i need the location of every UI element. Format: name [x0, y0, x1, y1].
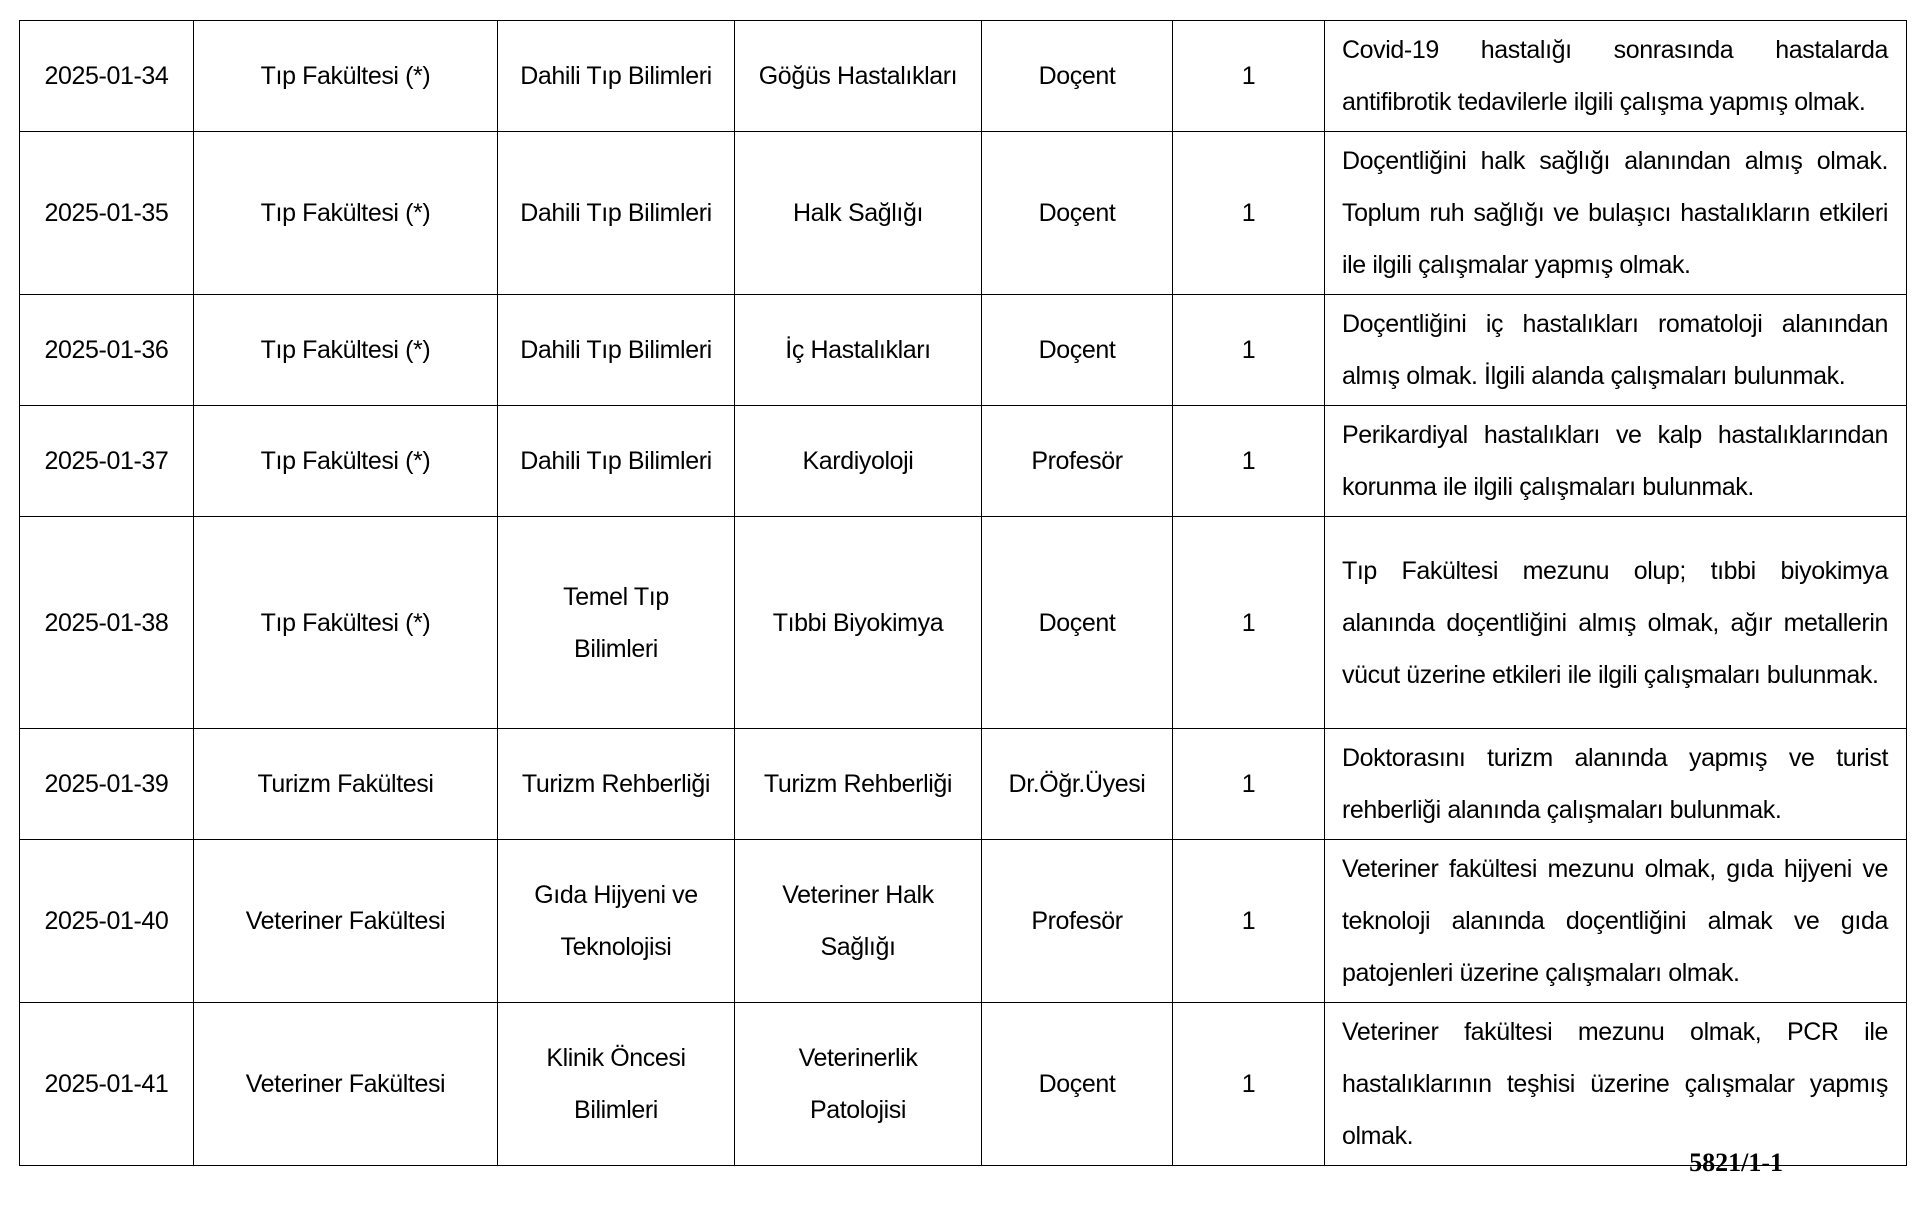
division-cell: Veterinerlik Patolojisi [735, 1003, 982, 1166]
ilan-code-cell: 2025-01-41 [20, 1003, 194, 1166]
count-cell: 1 [1173, 21, 1325, 132]
count-cell: 1 [1173, 840, 1325, 1003]
faculty-cell: Tıp Fakültesi (*) [194, 406, 498, 517]
department-cell: Dahili Tıp Bilimleri [498, 295, 735, 406]
ilan-code-cell: 2025-01-37 [20, 406, 194, 517]
requirement-cell: Covid-19 hastalığı sonrasında hastalarda antifibrotik tedavilerle ilgili çalışma yapmış olmak. [1325, 21, 1907, 132]
department-cell: Dahili Tıp Bilimleri [498, 132, 735, 295]
department-cell: Gıda Hijyeni ve Teknolojisi [498, 840, 735, 1003]
faculty-cell: Tıp Fakültesi (*) [194, 132, 498, 295]
table-row [20, 517, 1907, 729]
title-cell: Doçent [982, 517, 1173, 729]
title-cell: Doçent [982, 1003, 1173, 1166]
count-cell: 1 [1173, 1003, 1325, 1166]
table-row [20, 406, 1907, 517]
count-cell: 1 [1173, 517, 1325, 729]
positions-table [19, 20, 1907, 1166]
requirement-cell: Doçentliğini iç hastalıkları romatoloji alanından almış olmak. İlgili alanda çalışmaları bulunmak. [1325, 295, 1907, 406]
division-cell: İç Hastalıkları [735, 295, 982, 406]
division-cell: Veteriner Halk Sağlığı [735, 840, 982, 1003]
count-cell: 1 [1173, 132, 1325, 295]
ilan-code-cell: 2025-01-39 [20, 729, 194, 840]
title-cell: Doçent [982, 132, 1173, 295]
faculty-cell: Tıp Fakültesi (*) [194, 295, 498, 406]
division-cell: Göğüs Hastalıkları [735, 21, 982, 132]
title-cell: Profesör [982, 406, 1173, 517]
title-cell: Dr.Öğr.Üyesi [982, 729, 1173, 840]
ilan-code-cell: 2025-01-38 [20, 517, 194, 729]
faculty-cell: Tıp Fakültesi (*) [194, 21, 498, 132]
count-cell: 1 [1173, 406, 1325, 517]
requirement-cell: Tıp Fakültesi mezunu olup; tıbbi biyokimya alanında doçentliğini almış olmak, ağır metallerin vücut üzerine etkileri ile ilgili çalışmaları bulunmak. [1325, 517, 1907, 729]
department-cell: Turizm Rehberliği [498, 729, 735, 840]
title-cell: Profesör [982, 840, 1173, 1003]
title-cell: Doçent [982, 21, 1173, 132]
ilan-code-cell: 2025-01-40 [20, 840, 194, 1003]
requirement-cell: Doktorasını turizm alanında yapmış ve turist rehberliği alanında çalışmaları bulunmak. [1325, 729, 1907, 840]
department-cell: Dahili Tıp Bilimleri [498, 406, 735, 517]
department-cell: Temel Tıp Bilimleri [498, 517, 735, 729]
page-code: 5821/1-1 [1689, 1148, 1783, 1177]
ilan-code-cell: 2025-01-36 [20, 295, 194, 406]
faculty-cell: Turizm Fakültesi [194, 729, 498, 840]
table-row [20, 840, 1907, 1003]
division-cell: Halk Sağlığı [735, 132, 982, 295]
table-row [20, 295, 1907, 406]
table-row [20, 1003, 1907, 1166]
faculty-cell: Tıp Fakültesi (*) [194, 517, 498, 729]
table-row [20, 21, 1907, 132]
table-row [20, 729, 1907, 840]
faculty-cell: Veteriner Fakültesi [194, 840, 498, 1003]
title-cell: Doçent [982, 295, 1173, 406]
count-cell: 1 [1173, 295, 1325, 406]
department-cell: Dahili Tıp Bilimleri [498, 21, 735, 132]
faculty-cell: Veteriner Fakültesi [194, 1003, 498, 1166]
department-cell: Klinik Öncesi Bilimleri [498, 1003, 735, 1166]
count-cell: 1 [1173, 729, 1325, 840]
division-cell: Turizm Rehberliği [735, 729, 982, 840]
positions-table-body [20, 21, 1907, 1166]
table-row [20, 132, 1907, 295]
requirement-cell: Doçentliğini halk sağlığı alanından almış olmak. Toplum ruh sağlığı ve bulaşıcı hastalıkların etkileri ile ilgili çalışmalar yapmış olmak. [1325, 132, 1907, 295]
division-cell: Tıbbi Biyokimya [735, 517, 982, 729]
requirement-cell: Veteriner fakültesi mezunu olmak, PCR ile hastalıklarının teşhisi üzerine çalışmalar yapmış olmak. [1325, 1003, 1907, 1166]
ilan-code-cell: 2025-01-34 [20, 21, 194, 132]
division-cell: Kardiyoloji [735, 406, 982, 517]
requirement-cell: Perikardiyal hastalıkları ve kalp hastalıklarından korunma ile ilgili çalışmaları bulunmak. [1325, 406, 1907, 517]
ilan-code-cell: 2025-01-35 [20, 132, 194, 295]
requirement-cell: Veteriner fakültesi mezunu olmak, gıda hijyeni ve teknoloji alanında doçentliğini almak ve gıda patojenleri üzerine çalışmaları olmak. [1325, 840, 1907, 1003]
